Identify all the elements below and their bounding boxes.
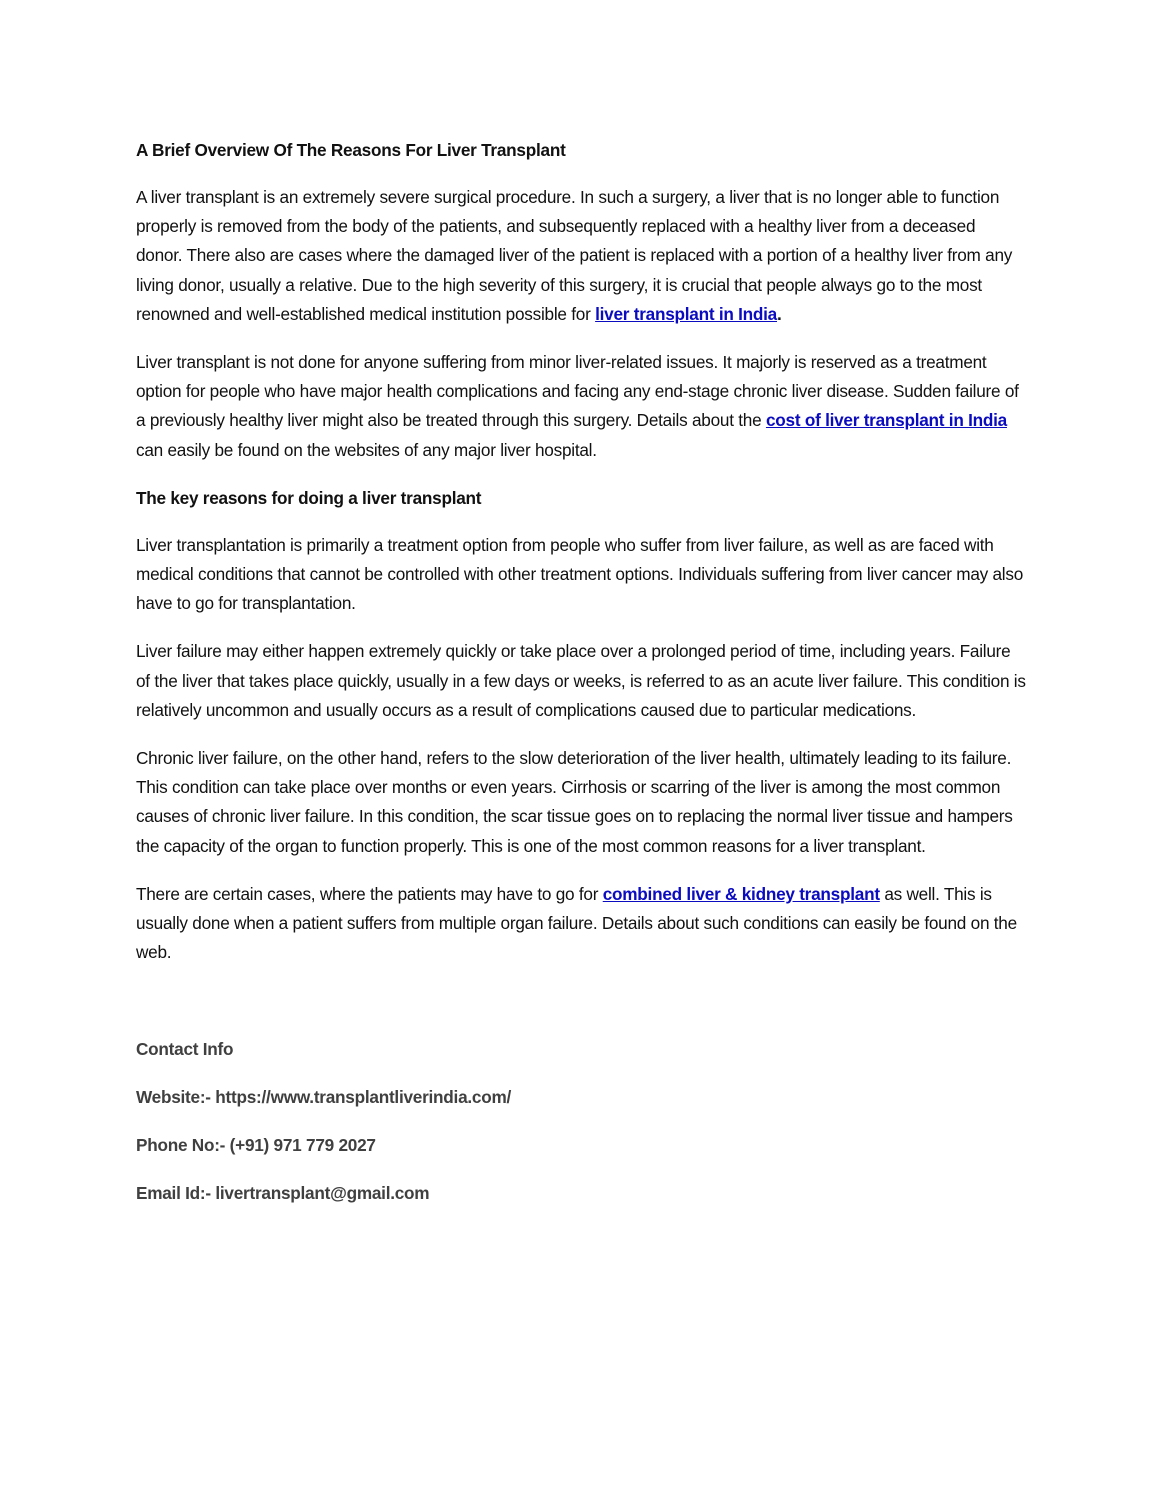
contact-email: Email Id:- livertransplant@gmail.com xyxy=(136,1183,430,1204)
contact-phone: Phone No:- (+91) 971 779 2027 xyxy=(136,1135,376,1156)
paragraph-text: There are certain cases, where the patients may have to go for xyxy=(136,883,603,904)
paragraph-text: A liver transplant is an extremely severe surgical procedure. In such a surgery, a liver that is no longer able to function properly is removed from the body of the patients, and subsequently replaced with a healthy liver from a deceased donor. There also are cases where the damaged liver of the patient is replaced with a portion of a healthy liver from any living donor, usually a relative. Due to the high severity of this surgery, it is crucial that people always go to the most renowned and well-established medical institution possible for xyxy=(136,187,1013,324)
contact-section xyxy=(136,1035,1026,1208)
paragraph-intro xyxy=(136,183,1026,329)
paragraph-text: can easily be found on the websites of any major liver hospital. xyxy=(136,439,597,460)
paragraph-chronic-failure: Chronic liver failure, on the other hand, refers to the slow deterioration of the liver health, ultimately leading to its failure. This condition can take place over months or even years. Cirrhosis or scarring of the liver is among the most common causes of chronic liver failure. In this condition, the scar tissue goes on to replacing the normal liver tissue and hampers the capacity of the organ to function properly. This is one of the most common reasons for a liver transplant. xyxy=(136,748,1013,856)
paragraph-primary-reasons: Liver transplantation is primarily a treatment option from people who suffer from liver failure, as well as are faced with medical conditions that cannot be controlled with other treatment options. Individuals suffering from liver cancer may also have to go for transplantation. xyxy=(136,534,1024,614)
contact-heading: Contact Info xyxy=(136,1039,234,1060)
document-title: A Brief Overview Of The Reasons For Liver Transplant xyxy=(136,140,566,160)
paragraph-acute-failure: Liver failure may either happen extremely quickly or take place over a prolonged period of time, including years. Failure of the liver that takes place quickly, usually in a few days or weeks, is referred to as an acute liver failure. This condition is relatively uncommon and usually occurs as a result of complications caused due to particular medications. xyxy=(136,641,1026,720)
paragraph-combined-transplant xyxy=(136,880,1026,968)
combined-liver-kidney-link[interactable]: combined liver & kidney transplant xyxy=(602,883,880,904)
paragraph-text: . xyxy=(777,303,782,324)
contact-website: Website:- https://www.transplantliverindia.com/ xyxy=(136,1087,512,1108)
section-heading: The key reasons for doing a liver transplant xyxy=(136,487,482,508)
liver-transplant-india-link[interactable]: liver transplant in India xyxy=(595,303,777,324)
paragraph-indications xyxy=(136,348,1026,465)
document-page xyxy=(136,136,1026,1227)
cost-liver-transplant-link[interactable]: cost of liver transplant in India xyxy=(765,410,1007,431)
paragraph-text: as well. This is usually done when a patient suffers from multiple organ failure. Details about such conditions can easily be found on the web. xyxy=(136,883,1017,963)
paragraph-text: Liver transplant is not done for anyone suffering from minor liver-related issues. It majorly is reserved as a treatment option for people who have major health complications and facing any end-stage chronic liver disease. Sudden failure of a previously healthy liver might also be treated through this surgery. Details about the xyxy=(136,352,1019,431)
